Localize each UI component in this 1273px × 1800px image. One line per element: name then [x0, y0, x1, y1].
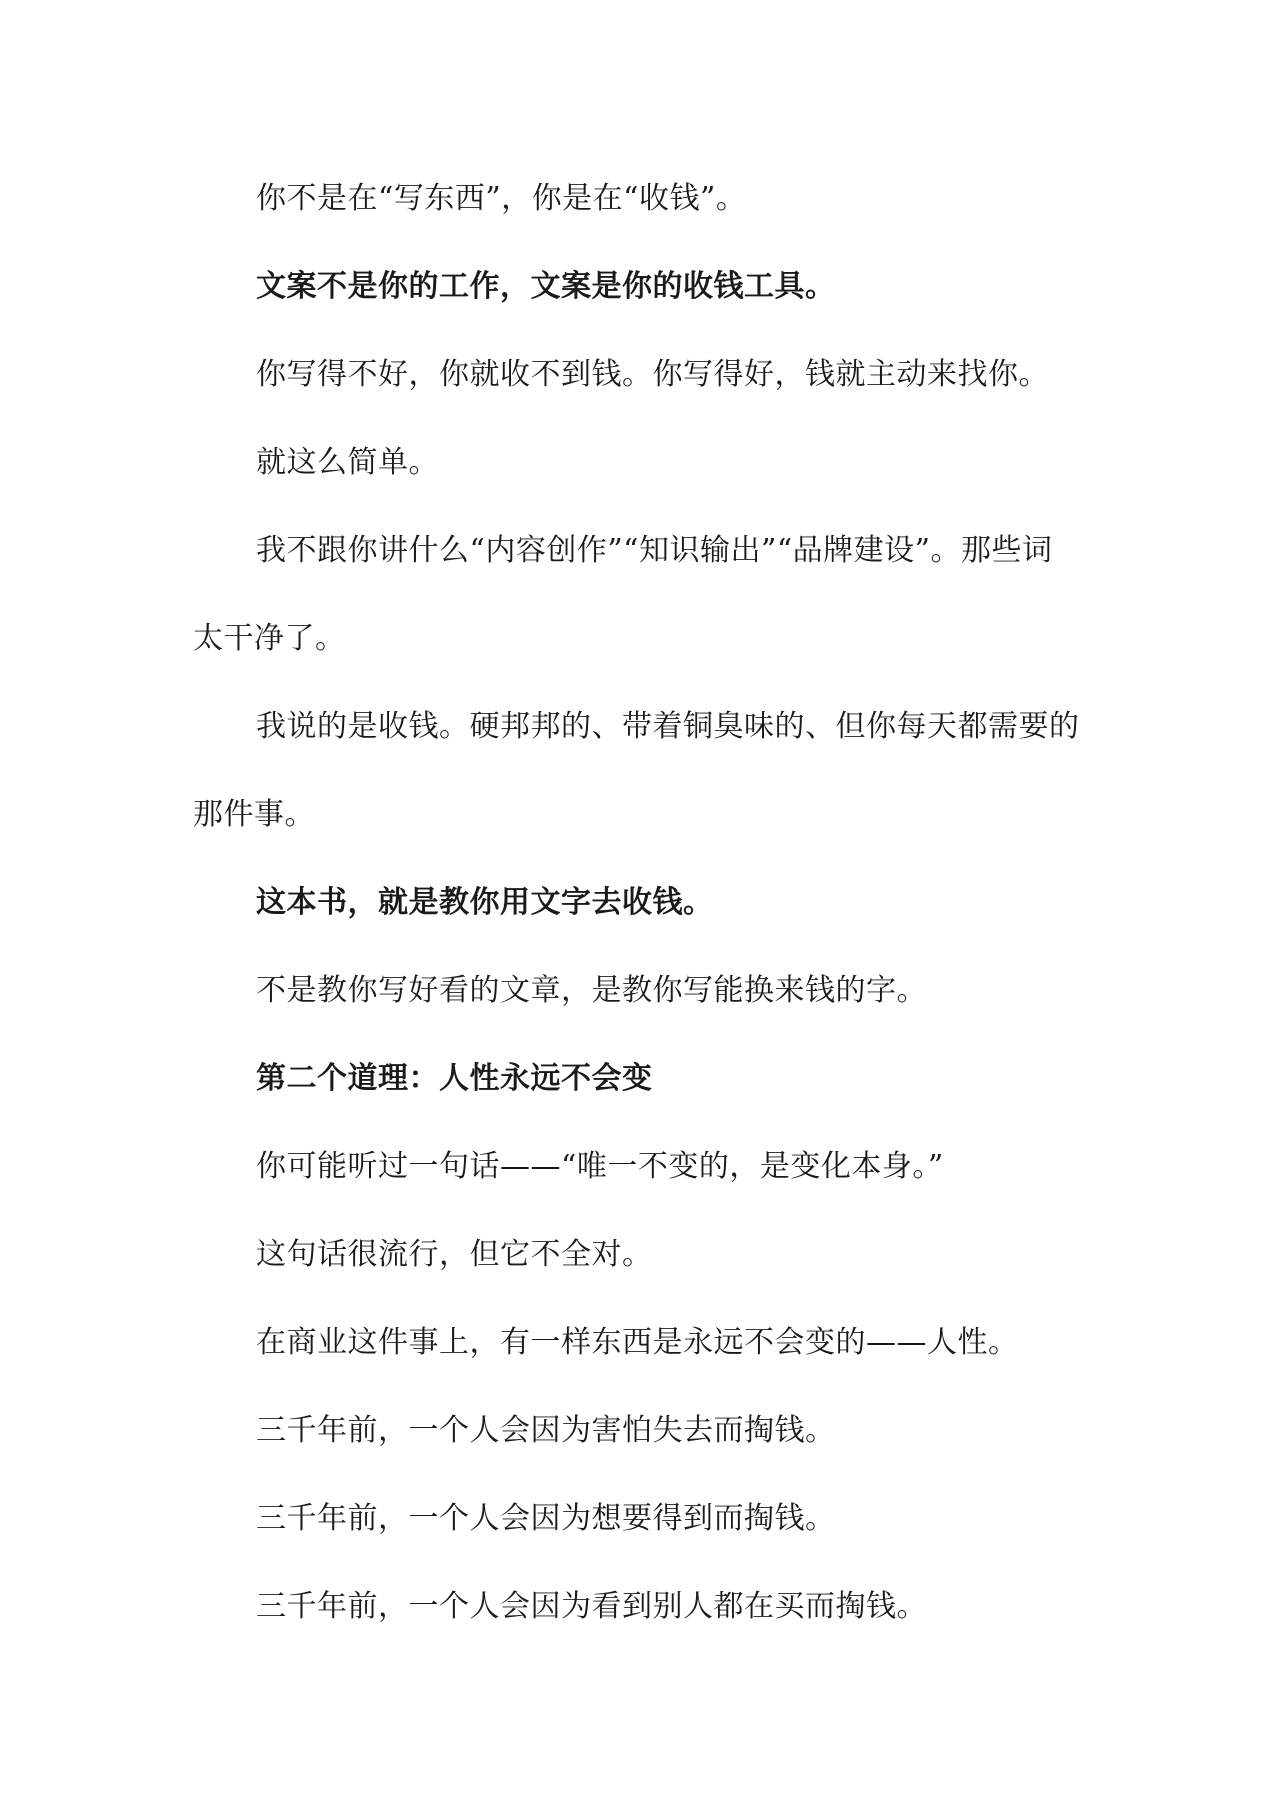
- paragraph-1: 你不是在“写东西”，你是在“收钱”。: [256, 181, 747, 216]
- paragraph-5: 我不跟你讲什么“内容创作”“知识输出”“品牌建设”。那些词太干净了。: [193, 533, 1053, 656]
- paragraph-11: 这句话很流行，但它不全对。: [256, 1237, 653, 1272]
- paragraph-4: 就这么简单。: [256, 445, 439, 480]
- paragraph-13: 三千年前，一个人会因为害怕失去而掏钱。: [256, 1413, 836, 1448]
- paragraph-10: 你可能听过一句话——“唯一不变的，是变化本身。”: [256, 1149, 944, 1184]
- paragraph-8: 不是教你写好看的文章，是教你写能换来钱的字。: [256, 973, 927, 1008]
- paragraph-15: 三千年前，一个人会因为看到别人都在买而掏钱。: [256, 1589, 927, 1624]
- paragraph-12: 在商业这件事上，有一样东西是永远不会变的——人性。: [256, 1325, 1019, 1360]
- paragraph-14: 三千年前，一个人会因为想要得到而掏钱。: [256, 1501, 836, 1536]
- paragraph-6: 我说的是收钱。硬邦邦的、带着铜臭味的、但你每天都需要的那件事。: [193, 709, 1080, 832]
- paragraph-3: 你写得不好，你就收不到钱。你写得好，钱就主动来找你。: [256, 357, 1049, 392]
- paragraph-2-bold: 文案不是你的工作，文案是你的收钱工具。: [256, 269, 836, 304]
- section-heading: 第二个道理：人性永远不会变: [256, 1061, 653, 1096]
- paragraph-7-bold: 这本书，就是教你用文字去收钱。: [256, 885, 714, 920]
